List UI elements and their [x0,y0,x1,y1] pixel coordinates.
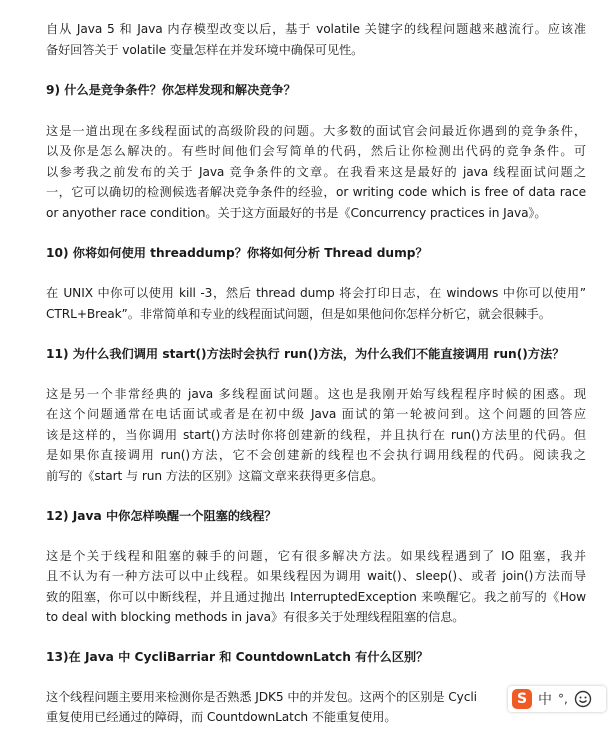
paragraph-line: 在 UNIX 中你可以使用 kill -3，然后 thread dump 将会打印日志，在 windows 中你可以使用” [46,286,586,300]
section-heading: 10) 你将如何使用 threaddump？你将如何分析 Thread dump？ [46,246,428,260]
paragraph-line: 自从 Java 5 和 Java 内存模型改变以后，基于 volatile 关键字的线程问题越来越流行。应该准 [46,22,586,36]
section-heading: 9) 什么是竞争条件？你怎样发现和解决竞争？ [46,83,296,97]
ime-toolbar[interactable] [508,686,606,712]
paragraph-line: 重复使用已经通过的障碍，而 CountdownLatch 不能重复使用。 [46,710,397,724]
paragraph-line: 前写的《start 与 run 方法的区别》这篇文章来获得更多信息。 [46,469,384,483]
ime-mode-toggle[interactable]: 中 [538,692,552,708]
paragraph-line: 以参考我之前发布的关于 Java 竞争条件的文章。在我看来这是最好的 java 线程面试问题之 [46,165,586,179]
paragraph-line: 备好回答关于 volatile 变量怎样在并发环境中确保可见性。 [46,43,364,57]
paragraph-line: 以及你是怎么解决的。有些时间他们会写简单的代码，然后让你检测出代码的竞争条件。可 [46,144,586,158]
section-heading: 13)在 Java 中 CycliBarriar 和 CountdownLatch 有什么区别？ [46,650,429,664]
paragraph-line: 一，它可以确切的检测候选者解决竞争条件的经验，or writing code which is free of data race [46,185,586,199]
paragraph-line: 这是一道出现在多线程面试的高级阶段的问题。大多数的面试官会问最近你遇到的竞争条件， [46,124,586,138]
paragraph-line: 这是另一个非常经典的 java 多线程面试问题。这也是我刚开始写线程程序时候的困惑。现 [46,387,586,401]
paragraph-line: 是如果你直接调用 run()方法，它不会创建新的线程也不会执行调用线程的代码。阅读我之 [46,448,586,462]
paragraph-line: CTRL+Break”。非常简单和专业的线程面试问题，但是如果他问你怎样分析它，就会很棘手。 [46,307,551,321]
paragraph-line: 在这个问题通常在电话面试或者是在初中级 Java 面试的第一轮被问到。这个问题的回答应 [46,407,586,421]
paragraph-line: 且不认为有一种方法可以中止线程。如果线程因为调用 wait()、sleep()、或者 join()方法而导 [46,569,586,583]
paragraph-line: 致的阻塞，你可以中断线程，并且通过抛出 InterruptedException 来唤醒它。我之前写的《How [46,590,586,604]
section-heading: 12) Java 中你怎样唤醒一个阻塞的线程？ [46,509,277,523]
section-heading: 11) 为什么我们调用 start()方法时会执行 run()方法，为什么我们不能直接调用 run()方法？ [46,347,565,361]
paragraph-line: 该是这样的，当你调用 start()方法时你将创建新的线程，并且执行在 run()方法里的代码。但 [46,428,586,442]
sogou-logo-icon[interactable]: S [512,689,532,709]
paragraph-line: 这个线程问题主要用来检测你是否熟悉 JDK5 中的并发包。这两个的区别是 Cycli [46,690,477,704]
paragraph-line: 这是个关于线程和阻塞的棘手的问题，它有很多解决方法。如果线程遇到了 IO 阻塞，我并 [46,549,586,563]
smiley-icon[interactable] [574,690,592,708]
paragraph-line: to deal with blocking methods in java》有很多关于处理线程阻塞的信息。 [46,610,465,624]
paragraph-line: or anyother race condition。关于这方面最好的书是《Concurrency practices in Java》。 [46,206,547,220]
ime-punctuation-toggle[interactable]: °, [558,692,568,706]
